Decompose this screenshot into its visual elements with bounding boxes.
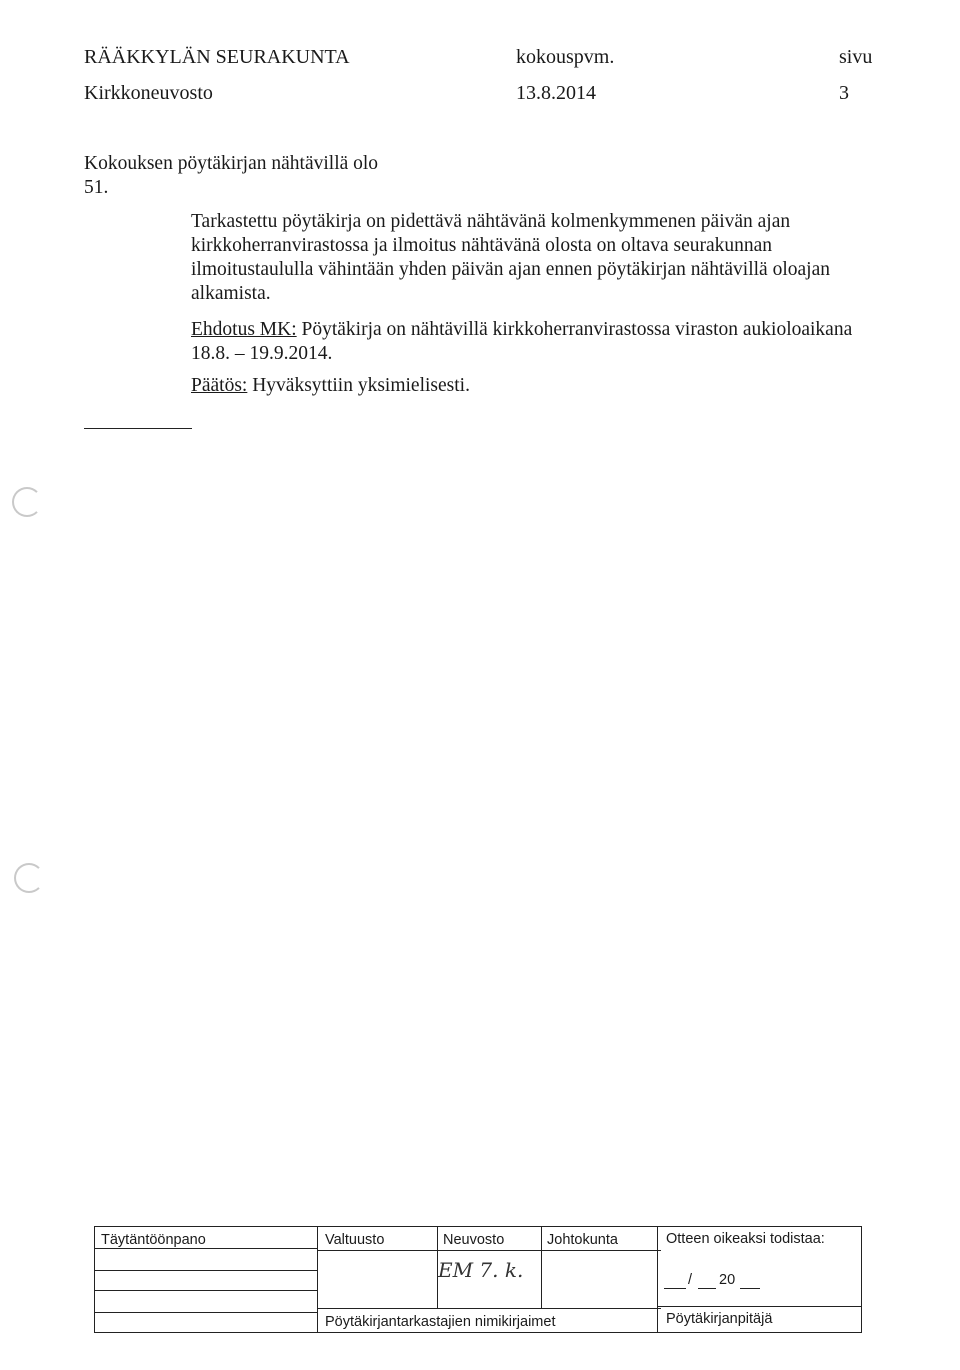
punch-hole-icon bbox=[12, 487, 42, 517]
valtuusto-label: Valtuusto bbox=[325, 1232, 385, 1248]
proposal-text: Pöytäkirja on nähtävillä kirkkoherranvirastossa viraston aukioloaikana 18.8. – 19.9.2014. bbox=[191, 319, 853, 364]
section-number: 51. bbox=[84, 177, 109, 198]
punch-hole-icon bbox=[14, 863, 44, 893]
decision-label: Päätös: bbox=[191, 375, 248, 396]
reviewer-initials: EM 7. k. bbox=[438, 1258, 524, 1282]
secretary-label: Pöytäkirjanpitäjä bbox=[666, 1311, 773, 1327]
decision bbox=[191, 374, 470, 398]
execution-label: Täytäntöönpano bbox=[101, 1232, 206, 1248]
page-number: 3 bbox=[839, 82, 849, 104]
meeting-date: 13.8.2014 bbox=[516, 82, 596, 104]
neuvosto-label: Neuvosto bbox=[443, 1232, 505, 1248]
proposal bbox=[191, 318, 881, 366]
certified-date-separator: / bbox=[688, 1272, 693, 1288]
section-divider bbox=[84, 428, 192, 429]
proposal-label: Ehdotus MK: bbox=[191, 319, 297, 340]
certified-label: Otteen oikeaksi todistaa: bbox=[666, 1231, 825, 1247]
section-paragraph: Tarkastettu pöytäkirja on pidettävä nähtävänä kolmenkymmenen päivän ajan kirkkoherranvirastossa ja ilmoitus nähtävänä olosta on oltava seurakunnan ilmoitustaululla vähintään yhden päivän ajan ennen pöytäkirjan nähtävillä oloajan alkamista. bbox=[191, 211, 830, 304]
meeting-date-label: kokouspvm. bbox=[516, 46, 615, 68]
section-title: Kokouksen pöytäkirjan nähtävillä olo bbox=[84, 153, 379, 174]
reviewers-label: Pöytäkirjantarkastajien nimikirjaimet bbox=[325, 1314, 556, 1330]
organization-name: RÄÄKKYLÄN SEURAKUNTA bbox=[84, 46, 350, 68]
certified-year: 20 bbox=[719, 1272, 736, 1288]
decision-text: Hyväksyttiin yksimielisesti. bbox=[247, 375, 470, 396]
page-label: sivu bbox=[839, 46, 873, 68]
board-name: Kirkkoneuvosto bbox=[84, 82, 213, 104]
johtokunta-label: Johtokunta bbox=[547, 1232, 618, 1248]
